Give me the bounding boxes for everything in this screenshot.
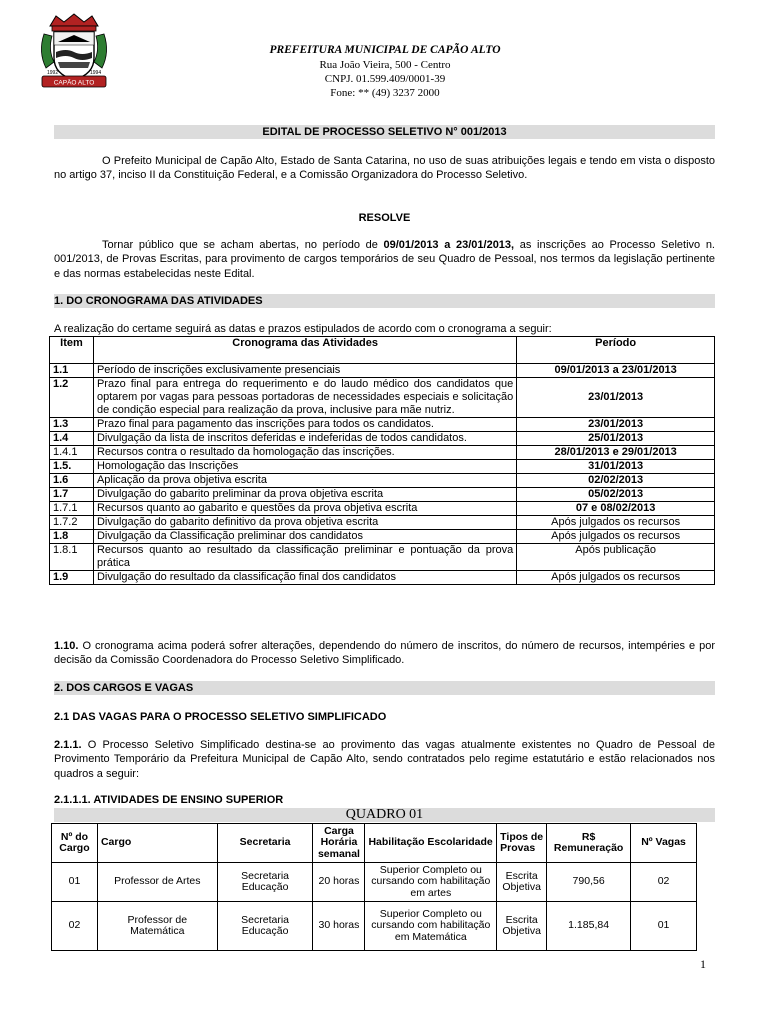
row-desc: Prazo final para entrega do requerimento e do laudo médico dos candidatos que optarem por vagas para pessoas portadoras de necessidades especiais e solicitação de condição especial para realização da prova, inclusive para mãe nutriz.: [93, 378, 516, 418]
header-period: Período: [517, 337, 715, 364]
row-period: Após julgados os recursos: [517, 530, 715, 544]
row-item: 1.3: [50, 418, 94, 432]
row-desc: Divulgação da lista de inscritos deferidas e indeferidas de todos candidatos.: [93, 432, 516, 446]
row-item: 1.4: [50, 432, 94, 446]
section-2-heading: 2. DOS CARGOS E VAGAS: [54, 681, 715, 695]
row-carga: 30 horas: [313, 902, 365, 951]
coat-of-arms-logo: [36, 12, 112, 94]
row-item: 1.8: [50, 530, 94, 544]
row-secretaria: Secretaria Educação: [217, 863, 313, 902]
section-2-1-heading: 2.1 DAS VAGAS PARA O PROCESSO SELETIVO SIMPLIFICADO: [54, 711, 387, 723]
crest-year-right: 1994: [90, 70, 102, 76]
header-remuneracao: R$ Remuneração: [547, 824, 631, 863]
row-period: 09/01/2013 a 23/01/2013: [517, 364, 715, 378]
opening-paragraph: Tornar público que se acham abertas, no período de 09/01/2013 a 23/01/2013, as inscrições ao Processo Seletivo n. 001/2013, de Provas Escritas, para provimento de cargos temporários de seu Quadro de Pessoal, nos termos da legislação pertinente e das normas estabelecidas neste Edital.: [54, 239, 715, 280]
row-desc: Prazo final para pagamento das inscrições para todos os candidatos.: [93, 418, 516, 432]
row-desc: Divulgação do gabarito preliminar da prova objetiva escrita: [93, 488, 516, 502]
quadro-01-table: [51, 823, 697, 951]
row-item: 1.6: [50, 474, 94, 488]
row-item: 1.8.1: [50, 544, 94, 571]
table-row: [50, 460, 715, 474]
row-period: Após julgados os recursos: [517, 516, 715, 530]
resolve-heading: RESOLVE: [358, 212, 411, 224]
row-item: 1.4.1: [50, 446, 94, 460]
table-row: [50, 502, 715, 516]
row-item: 1.2: [50, 378, 94, 418]
row-vagas: 01: [631, 902, 697, 951]
row-tipo: Escrita Objetiva: [497, 863, 547, 902]
row-desc: Recursos contra o resultado da homologação das inscrições.: [93, 446, 516, 460]
row-carga: 20 horas: [313, 863, 365, 902]
header-item: Item: [50, 337, 94, 364]
row-period: 23/01/2013: [517, 378, 715, 418]
row-desc: Divulgação da Classificação preliminar dos candidatos: [93, 530, 516, 544]
row-item: 1.1: [50, 364, 94, 378]
row-period: 28/01/2013 e 29/01/2013: [517, 446, 715, 460]
page-number: 1: [700, 957, 706, 971]
header-tipos: Tipos de Provas: [497, 824, 547, 863]
row-desc: Homologação das Inscrições: [93, 460, 516, 474]
municipality-title: PREFEITURA MUNICIPAL DE CAPÃO ALTO: [269, 44, 501, 56]
table-row: [52, 902, 697, 951]
row-remuneracao: 790,56: [547, 863, 631, 902]
row-item: 1.9: [50, 571, 94, 585]
header-carga: Carga Horária semanal: [313, 824, 365, 863]
table-row: [50, 418, 715, 432]
row-desc: Divulgação do gabarito definitivo da prova objetiva escrita: [93, 516, 516, 530]
table-row: [50, 530, 715, 544]
row-item: 1.5.: [50, 460, 94, 474]
table-row: [50, 432, 715, 446]
quadro-title: QUADRO 01: [54, 808, 715, 822]
table-row: [52, 863, 697, 902]
row-cargo: Professor de Matemática: [97, 902, 217, 951]
crest-year-left: 1992: [47, 70, 59, 76]
row-period: 23/01/2013: [517, 418, 715, 432]
row-cargo: Professor de Artes: [97, 863, 217, 902]
edital-title: EDITAL DE PROCESSO SELETIVO N° 001/2013: [54, 125, 715, 139]
row-item: 1.7.2: [50, 516, 94, 530]
row-remuneracao: 1.185,84: [547, 902, 631, 951]
header-activities: Cronograma das Atividades: [93, 337, 516, 364]
phone-line: Fone: ** (49) 3237 2000: [330, 87, 440, 99]
table-row: [50, 488, 715, 502]
row-desc: Recursos quanto ao resultado da classificação preliminar e pontuação da prova prática: [93, 544, 516, 571]
header-num: Nº do Cargo: [52, 824, 98, 863]
note-1-10: 1.10. O cronograma acima poderá sofrer alterações, dependendo do número de inscritos, do número de recursos, intempéries e por decisão da Comissão Coordenadora do Processo Seletivo Simplificado.: [54, 640, 715, 667]
row-desc: Recursos quanto ao gabarito e questões da prova objetiva escrita: [93, 502, 516, 516]
row-secretaria: Secretaria Educação: [217, 902, 313, 951]
row-desc: Aplicação da prova objetiva escrita: [93, 474, 516, 488]
row-habilitacao: Superior Completo ou cursando com habilitação em Matemática: [365, 902, 497, 951]
row-period: 25/01/2013: [517, 432, 715, 446]
cnpj-line: CNPJ. 01.599.409/0001-39: [324, 73, 446, 85]
row-period: 02/02/2013: [517, 474, 715, 488]
row-item: 1.7.1: [50, 502, 94, 516]
table-row: [50, 446, 715, 460]
row-habilitacao: Superior Completo ou cursando com habilitação em artes: [365, 863, 497, 902]
paragraph-2-1-1: 2.1.1. O Processo Seletivo Simplificado destina-se ao provimento das vagas atualmente existentes no Quadro de Pessoal de Provimento Temporário da Prefeitura Municipal de Capão Alto, sendo contratados pelo regime estatutário e estão relacionados nos quadros a seguir:: [54, 739, 715, 780]
table-row: [50, 571, 715, 585]
header-habilitacao: Habilitação Escolaridade: [365, 824, 497, 863]
table-row: [50, 474, 715, 488]
intro-paragraph: O Prefeito Municipal de Capão Alto, Estado de Santa Catarina, no uso de suas atribuições legais e tendo em vista o disposto no artigo 37, inciso II da Constituição Federal, e a Comissão Organizadora do Processo Seletivo.: [54, 155, 715, 182]
cronograma-table: [49, 336, 715, 585]
row-period: 31/01/2013: [517, 460, 715, 474]
header-vagas: Nº Vagas: [631, 824, 697, 863]
section-2-1-1-1-heading: 2.1.1.1. ATIVIDADES DE ENSINO SUPERIOR: [54, 794, 284, 806]
table-row: [50, 516, 715, 530]
row-tipo: Escrita Objetiva: [497, 902, 547, 951]
section-1-lead: A realização do certame seguirá as datas e prazos estipulados de acordo com o cronograma a seguir:: [54, 323, 552, 335]
row-period: Após publicação: [517, 544, 715, 571]
quadro-header-row: [52, 824, 697, 863]
header-secretaria: Secretaria: [217, 824, 313, 863]
row-period: Após julgados os recursos: [517, 571, 715, 585]
row-item: 1.7: [50, 488, 94, 502]
table-row: [50, 544, 715, 571]
row-num: 01: [52, 863, 98, 902]
crest-ribbon-text: CAPÃO ALTO: [53, 79, 95, 87]
section-1-heading: 1. DO CRONOGRAMA DAS ATIVIDADES: [54, 294, 715, 308]
header-cargo: Cargo: [97, 824, 217, 863]
address-line: Rua João Vieira, 500 - Centro: [319, 59, 451, 71]
row-vagas: 02: [631, 863, 697, 902]
cronograma-header-row: [50, 337, 715, 364]
row-desc: Divulgação do resultado da classificação final dos candidatos: [93, 571, 516, 585]
table-row: [50, 364, 715, 378]
row-period: 07 e 08/02/2013: [517, 502, 715, 516]
row-num: 02: [52, 902, 98, 951]
row-desc: Período de inscrições exclusivamente presenciais: [93, 364, 516, 378]
table-row: [50, 378, 715, 418]
row-period: 05/02/2013: [517, 488, 715, 502]
